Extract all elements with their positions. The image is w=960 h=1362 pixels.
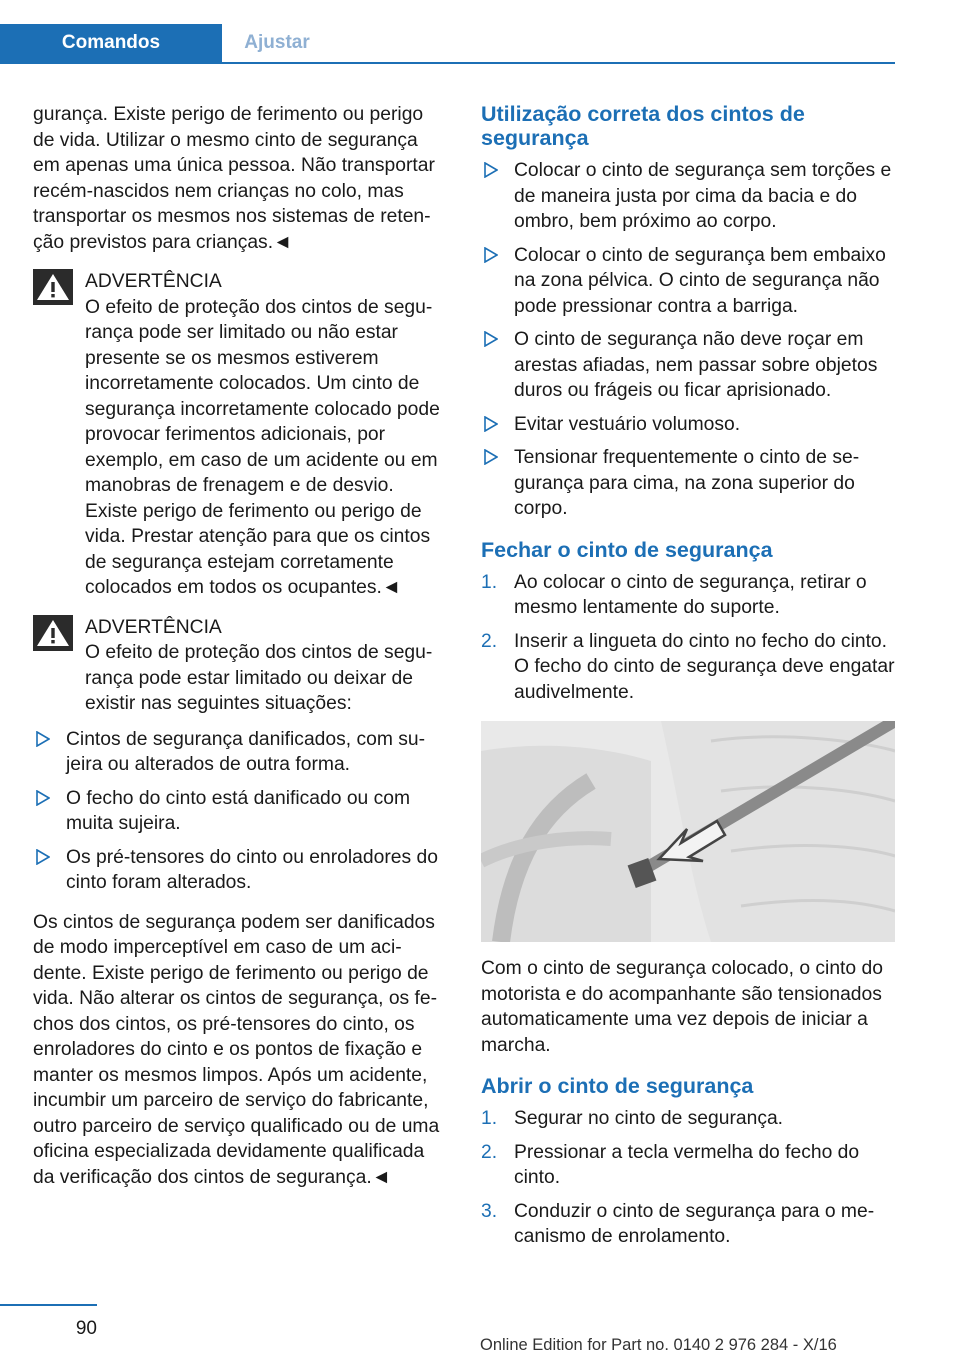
list-item: 1. Ao colocar o cinto de segurança, retirar o mesmo lentamente do suporte. [481,571,867,618]
triangle-bullet-icon [36,731,50,747]
list-item: 2. Pressionar a tecla vermelha do fecho do cinto. [481,1141,860,1188]
header-bar [0,24,895,64]
triangle-bullet-icon [484,247,498,263]
page-number: 90 [75,1318,97,1339]
triangle-bullet-icon [36,790,50,806]
step-number: 1. [481,571,498,593]
tab-comandos[interactable]: Comandos [0,24,222,62]
fasten-steps [481,570,897,706]
edition-footer: Online Edition for Part no. 0140 2 976 284 - X/16 [480,1336,837,1354]
seatbelt-buckle-image [481,721,895,942]
step-number: 3. [481,1200,498,1222]
step-number: 1. [481,1108,498,1129]
section-title-open: Abrir o cinto de segurança [481,1074,754,1098]
list-item: Colocar o cinto de segurança bem embaixo na zona pélvica. O cinto de segurança não pode pressionar contra a barriga. [481,243,897,320]
left-column [33,102,447,1204]
warning-text: O efeito de proteção dos cintos de segurança pode ser limitado ou não estar presente se os mesmos estiverem incorretamente colocados. Um cinto de segurança incorretamente colocado pode provocar ferimentos adicionais, por exemplo, em caso de um acidente ou em manobras de frenagem e de desvio. Existe perigo de ferimento ou perigo de vida. Prestar atenção para que os cintos de segurança estejam corretamente colocados em todos os ocupantes.◄ [85,296,440,598]
triangle-bullet-icon [484,449,498,465]
list-item: 3. Conduzir o cinto de segurança para o mecanismo de enrolamento. [481,1200,875,1247]
closing-paragraph: Os cintos de segurança podem ser danificados de modo imperceptível em caso de um acidente. Existe perigo de ferimento ou perigo de vida. Não alterar os cintos de segurança, os fechos dos cintos, os pré-tensores do cinto, os enroladores do cinto e os pontos de fixação e manter os mesmos limpos. Após um acidente, incumbir um parceiro de serviço do fabricante, outro parceiro de serviço qualificado ou de uma oficina especializada devidamente qualificada da verificação dos cintos de segurança.◄ [33,911,440,1188]
open-steps [481,1106,897,1250]
list-item: Os pré-tensores do cinto ou enroladores do cinto foram alterados. [33,845,447,896]
triangle-bullet-icon [36,849,50,865]
list-item: O fecho do cinto está danificado ou com muita sujeira. [33,786,447,837]
triangle-bullet-icon [484,331,498,347]
list-item: Cintos de segurança danificados, com sujeira ou alterados de outra forma. [33,727,447,778]
seatbelt-buckle-illustration [481,721,895,942]
section-title-correct-use: Utilização correta dos cintos de segurança [481,102,805,150]
triangle-bullet-icon [484,162,498,178]
tensioning-paragraph: Com o cinto de segurança colocado, o cinto do motorista e do acompanhante são tensionados automaticamente uma vez depois de iniciar a marcha. [481,958,883,1056]
list-item: Tensionar frequentemente o cinto de segurança para cima, na zona superior do corpo. [481,445,897,522]
list-item: O cinto de segurança não deve roçar em arestas afiadas, nem passar sobre objetos duros ou frágeis ou ficar aprisionado. [481,327,897,404]
warning-title: ADVERTÊNCIA [85,616,222,638]
warning-condition-list [33,727,447,896]
warning-title: ADVERTÊNCIA [85,271,222,292]
warning-text: O efeito de proteção dos cintos de segurança pode estar limitado ou deixar de existir nas seguintes situações: [85,642,433,714]
tab-ajustar[interactable]: Ajustar [244,32,310,53]
list-item: Evitar vestuário volumoso. [481,412,897,438]
triangle-bullet-icon [484,416,498,432]
list-item: 2. Inserir a lingueta do cinto no fecho do cinto. O fecho do cinto de segurança deve engatar audivelmente. [481,630,895,703]
step-number: 2. [481,630,498,652]
warning-triangle-icon [33,615,73,651]
step-number: 2. [481,1141,498,1163]
correct-use-list [481,158,897,522]
warning-triangle-icon [33,269,73,305]
warning-block-1 [33,269,447,601]
warning-block-2 [33,615,447,896]
page-number-rule [0,1304,97,1306]
section-title-fasten: Fechar o cinto de segurança [481,537,773,562]
list-item: Colocar o cinto de segurança sem torções e de maneira justa por cima da bacia e do ombro, bem próximo ao corpo. [481,158,897,235]
right-column [481,102,897,1258]
intro-paragraph: gurança. Existe perigo de ferimento ou perigo de vida. Utilizar o mesmo cinto de segurança em apenas uma única pessoa. Não transportar recém-nascidos nem crianças no colo, mas transportar os mesmos nos sistemas de retenção previstos para crianças.◄ [33,104,435,253]
list-item: 1. Segurar no cinto de segurança. [481,1106,897,1132]
